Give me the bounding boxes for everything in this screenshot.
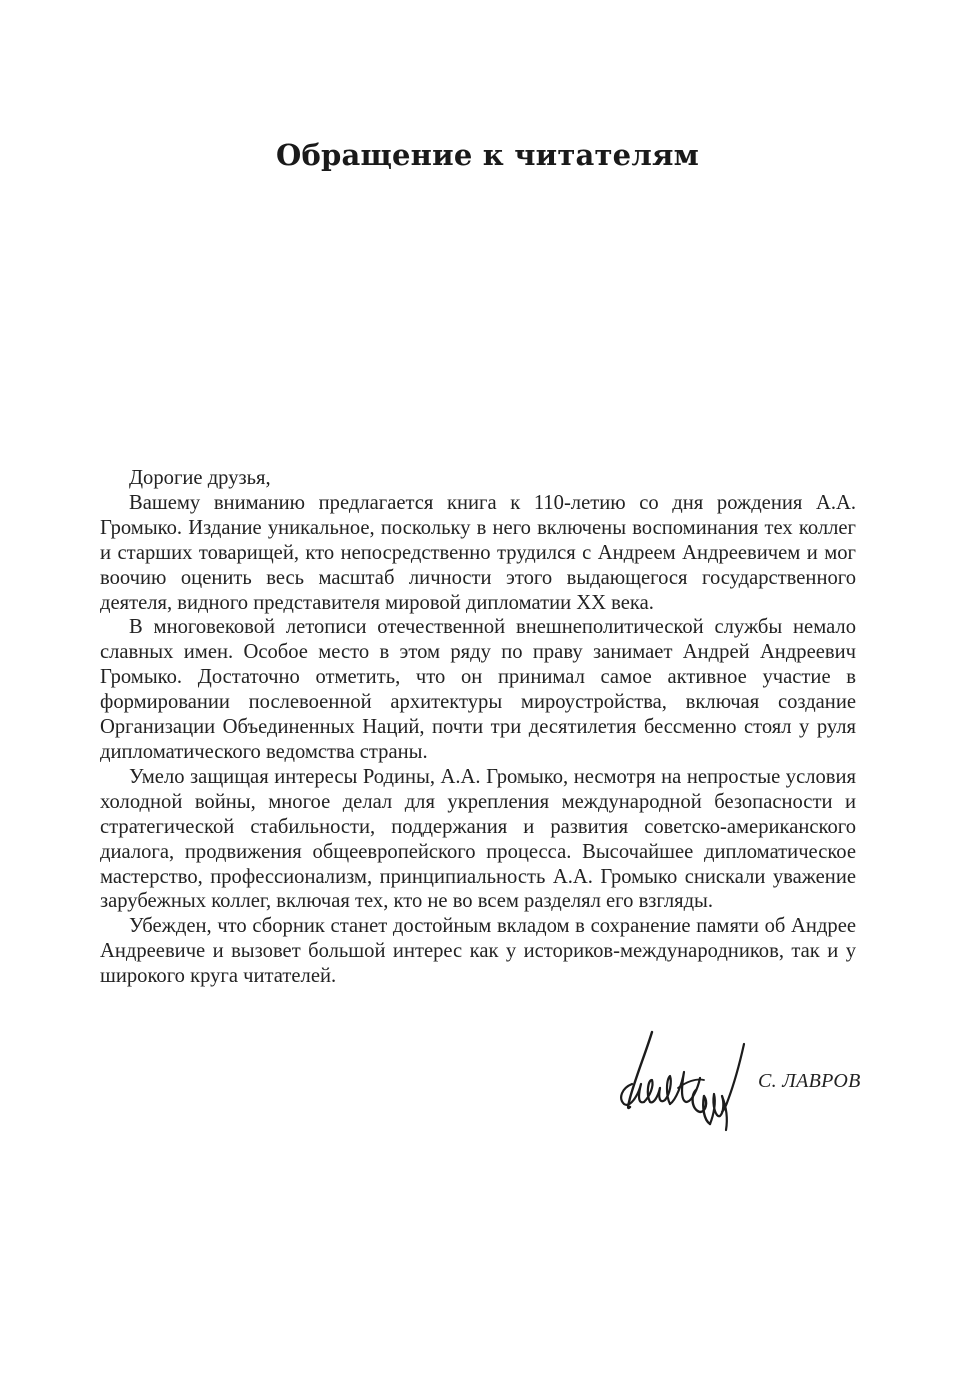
letter-body (100, 466, 856, 989)
signer-name: С. ЛАВРОВ (758, 1070, 861, 1092)
page-title: Обращение к читателям (275, 138, 699, 172)
paragraph-2: В многовековой летописи отечественной внешнеполитической службы немало славных имен. Особое место в этом ряду по праву занимает Андрей Андреевич Громыко. Достаточно отметить, что он принимал самое активное участие в формировании послевоенной архитектуры мироустройства, включая создание Организации Объединенных Наций, почти три десятилетия бессменно стоял у руля дипломатического ведомства страны. (100, 616, 856, 763)
paragraph-3: Умело защищая интересы Родины, А.А. Громыко, несмотря на непростые условия холодной войны, многое делал для укрепления международной безопасности и стратегической стабильности, поддержания и развития советско-американского диалога, продвижения общеевропейского процесса. Высочайшее дипломатическое мастерство, профессионализм, принципиальность А.А. Громыко снискали уважение зарубежных коллег, включая тех, кто не во всем разделял его взгляды. (100, 765, 856, 913)
paragraph-1: Вашему вниманию предлагается книга к 110-летию со дня рождения А.А. Громыко. Издание уникальное, поскольку в него включены воспоминания тех коллег и старших товарищей, кто непосредственно трудился с Андреем Андреевичем и мог воочию оценить весь масштаб личности этого выдающегося государственного деятеля, видного представителя мировой дипломатии XX века. (100, 491, 856, 614)
salutation: Дорогие друзья, (129, 467, 271, 489)
paragraph-4: Убежден, что сборник станет достойным вкладом в сохранение памяти об Андрее Андреевиче и вызовет большой интерес как у историков-международников, так и у широкого круга читателей. (100, 915, 856, 988)
signature-block (600, 1018, 860, 1138)
handwritten-signature (608, 1018, 768, 1136)
